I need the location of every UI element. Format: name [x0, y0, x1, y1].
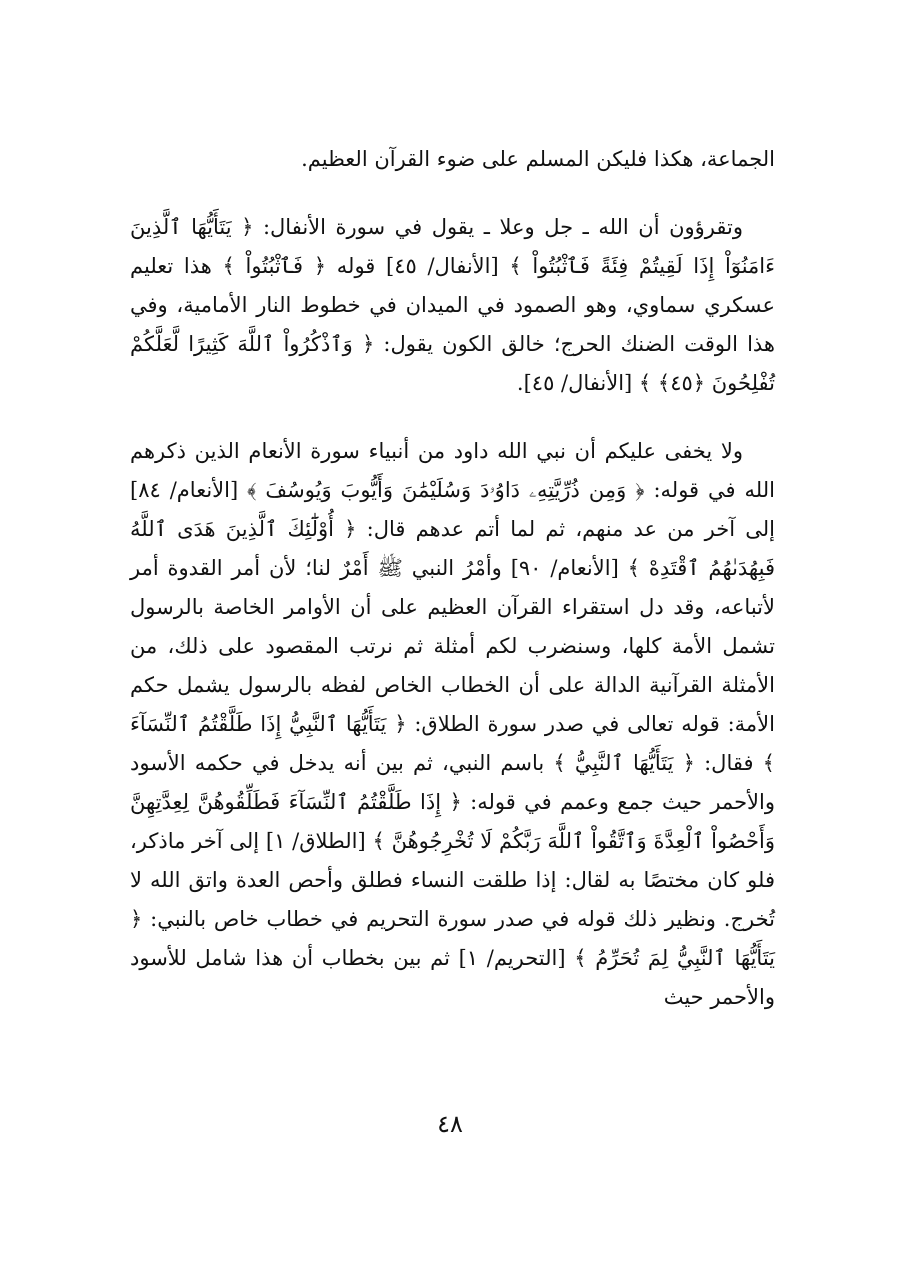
- page-body: [130, 140, 775, 1046]
- paragraph-2: وتقرؤون أن الله ـ جل وعلا ـ يقول في سورة الأنفال: ﴿ يَتَأَيُّهَا ٱلَّذِينَ ءَامَنُوٓاْ إِذَا لَقِيتُمْ فِئَةً فَٱثْبُتُواْ ﴾ [الأنفال/ ٤٥] قوله ﴿ فَٱثْبُتُواْ ﴾ هذا تعليم عسكري سماوي، وهو الصمود في الميدان في خطوط النار الأمامية، وفي هذا الوقت الضنك الحرج؛ خالق الكون يقول: ﴿ وَٱذْكُرُواْ ٱللَّهَ كَثِيرًا لَّعَلَّكُمْ تُفْلِحُونَ ﴿٤٥﴾ ﴾ [الأنفال/ ٤٥].: [130, 215, 775, 395]
- paragraph-1: الجماعة، هكذا فليكن المسلم على ضوء القرآن العظيم.: [301, 147, 775, 171]
- page-number: ٤٨: [437, 1110, 463, 1138]
- paragraph-3: ولا يخفى عليكم أن نبي الله داود من أنبياء سورة الأنعام الذين ذكرهم الله في قوله: ﴿ وَمِن ذُرِّيَّتِهِۦ دَاوُۥدَ وَسُلَيْمَٰنَ وَأَيُّوبَ وَيُوسُفَ ﴾ [الأنعام/ ٨٤] إلى آخر من عد منهم، ثم لما أتم عدهم قال: ﴿ أُوْلَٰٓئِكَ ٱلَّذِينَ هَدَى ٱللَّهُ فَبِهُدَىٰهُمُ ٱقْتَدِهْ ﴾ [الأنعام/ ٩٠] وأمْرُ النبي ﷺ أَمْرٌ لنا؛ لأن أمر القدوة أمر لأتباعه، وقد دل استقراء القرآن العظيم على أن الأوامر الخاصة بالرسول تشمل الأمة كلها، وسنضرب لكم أمثلة ثم نرتب المقصود على ذلك، من الأمثلة القرآنية الدالة على أن الخطاب الخاص لفظه بالرسول يشمل حكم الأمة: قوله تعالى في صدر سورة الطلاق: ﴿ يَتَأَيُّهَا ٱلنَّبِيُّ إِذَا طَلَّقْتُمُ ٱلنِّسَآءَ ﴾ فقال: ﴿ يَتَأَيُّهَا ٱلنَّبِيُّ ﴾ باسم النبي، ثم بين أنه يدخل في حكمه الأسود والأحمر حيث جمع وعمم في قوله: ﴿ إِذَا طَلَّقْتُمُ ٱلنِّسَآءَ فَطَلِّقُوهُنَّ لِعِدَّتِهِنَّ وَأَحْصُواْ ٱلْعِدَّةَ وَٱتَّقُواْ ٱللَّهَ رَبَّكُمْ لَا تُخْرِجُوهُنَّ ﴾ [الطلاق/ ١] إلى آخر ماذكر، فلو كان مختصًا به لقال: إذا طلقت النساء فطلق وأحص العدة واتق الله لا تُخرج. ونظير ذلك قوله في صدر سورة التحريم في خطاب خاص بالنبي: ﴿ يَتَأَيُّهَا ٱلنَّبِيُّ لِمَ تُحَرِّمُ ﴾ [التحريم/ ١] ثم بين بخطاب أن هذا شامل للأسود والأحمر حيث: [130, 439, 776, 1009]
